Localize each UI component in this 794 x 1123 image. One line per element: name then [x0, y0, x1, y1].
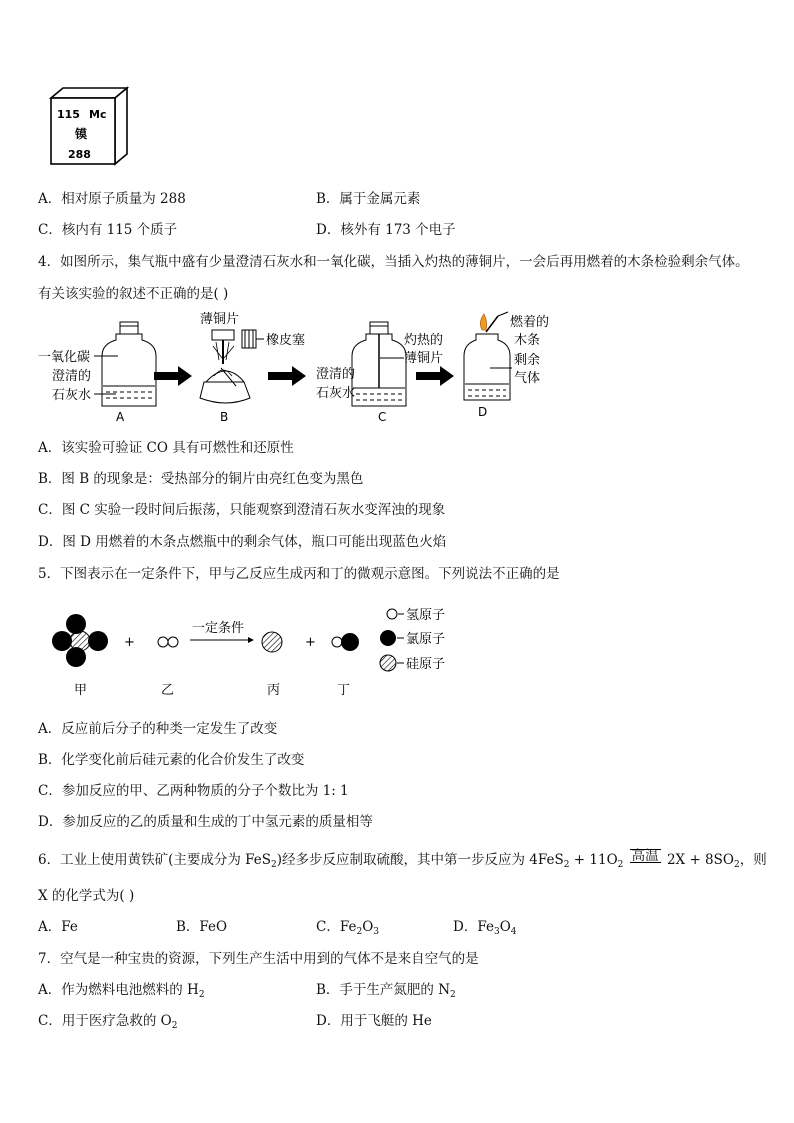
plus-1: +	[124, 635, 135, 650]
q5-option-d[interactable]: D．参加反应的乙的质量和生成的丁中氢元素的质量相等	[38, 814, 373, 830]
q7-c-sub: 2	[171, 1021, 178, 1031]
q5-option-b[interactable]: B．化学变化前后硅元素的化合价发生了改变	[38, 752, 305, 768]
flame-icon	[480, 314, 486, 330]
legend-chlorine: 氯原子	[406, 632, 446, 647]
name-ding: 丁	[337, 683, 351, 698]
molecule-ding	[332, 633, 359, 651]
q4-stem-line2: 有关该实验的叙述不正确的是( )	[38, 286, 229, 302]
q4-option-d[interactable]: D．图 D 用燃着的木条点燃瓶中的剩余气体，瓶口可能出现蓝色火焰	[38, 534, 447, 550]
q7-option-a[interactable]	[38, 978, 205, 1000]
q6-c-sub1: 2	[356, 927, 363, 937]
q6-c-text: C．Fe	[316, 919, 357, 935]
q6-sub: 2	[271, 860, 277, 870]
molecule-bing	[262, 632, 282, 652]
name-bing: 丙	[267, 683, 281, 698]
q4-option-c[interactable]: C．图 C 实验一段时间后振荡，只能观察到澄清石灰水变浑浊的现象	[38, 502, 446, 518]
bottle-a	[94, 322, 156, 406]
bottle-c	[352, 322, 406, 406]
label-c-lime1: 澄清的	[316, 367, 356, 382]
q7-b-text: B．手于生产氮肥的 N	[316, 982, 451, 998]
legend-silicon: 硅原子	[406, 657, 446, 672]
arrow-1	[154, 366, 192, 386]
q6-c-mid: O	[362, 919, 374, 935]
q6-option-c[interactable]	[316, 915, 379, 937]
q6-d-mid: O	[499, 919, 511, 935]
q6-d-text: D．Fe	[453, 919, 494, 935]
legend	[380, 609, 404, 671]
q7-option-c[interactable]	[38, 1009, 177, 1031]
q4-option-a[interactable]: A．该实验可验证 CO 具有可燃性和还原性	[38, 440, 294, 456]
q6-c-sub2: 3	[373, 927, 379, 937]
molecule-yi	[158, 637, 178, 647]
q6-stem-mid: )经多步反应制取硫酸，其中第一步反应为 4FeS	[276, 852, 564, 868]
element-mass: 288	[68, 148, 91, 161]
q4-option-b[interactable]: B．图 B 的现象是：受热部分的铜片由亮红色变为黑色	[38, 471, 364, 487]
q6-option-d[interactable]	[453, 915, 517, 937]
plus-2: +	[305, 635, 316, 650]
name-yi: 乙	[161, 683, 175, 698]
element-symbol: Mc	[89, 108, 107, 121]
q6-stem	[38, 848, 767, 870]
label-a-lime2: 石灰水	[52, 388, 92, 403]
label-letter-d: D	[478, 405, 488, 419]
q3-option-b[interactable]: B．属于金属元素	[316, 191, 421, 207]
q6-option-a[interactable]: A．Fe	[38, 919, 78, 935]
q7-option-d[interactable]: D．用于飞艇的 He	[316, 1013, 432, 1029]
q6-d-sub2: 4	[510, 927, 517, 937]
label-letter-a: A	[116, 410, 125, 424]
label-d-rest1: 剩余	[514, 353, 541, 368]
q5-option-a[interactable]: A．反应前后分子的种类一定发生了改变	[38, 721, 278, 737]
name-jia: 甲	[74, 683, 88, 698]
q6-stem-line2: X 的化学式为( )	[38, 888, 135, 904]
legend-hydrogen: 氢原子	[406, 608, 446, 623]
arrow-2	[268, 366, 306, 386]
q3-option-a[interactable]: A．相对原子质量为 288	[38, 191, 186, 207]
q7-a-text: A．作为燃料电池燃料的 H	[38, 982, 199, 998]
q3-option-d[interactable]: D．核外有 173 个电子	[316, 222, 456, 238]
label-c-hot1: 灼热的	[404, 333, 444, 348]
bottle-d	[464, 312, 512, 400]
label-copper-sheet: 薄铜片	[200, 312, 240, 327]
label-rubber-stopper: 橡皮塞	[266, 333, 306, 348]
q7-option-b[interactable]	[316, 978, 456, 1000]
element-name: 镆	[75, 127, 88, 141]
q7-stem: 7．空气是一种宝贵的资源，下列生产生活中用到的气体不是来自空气的是	[38, 951, 479, 967]
q4-stem-line1: 4．如图所示，集气瓶中盛有少量澄清石灰水和一氧化碳，当插入灼热的薄铜片，一会后再用燃着的木条检验剩余气体。	[38, 254, 749, 270]
reaction-condition: 一定条件	[192, 621, 245, 636]
element-number: 115	[57, 108, 80, 121]
label-d-rest2: 气体	[514, 371, 541, 386]
q6-sub: 2	[617, 860, 624, 870]
label-c-lime2: 石灰水	[316, 386, 356, 401]
q6-sub: 2	[563, 860, 570, 870]
q7-b-sub: 2	[450, 990, 456, 1000]
arrow-3	[416, 366, 454, 386]
q6-stem-mid2: + 11O	[569, 852, 618, 868]
molecule-jia	[52, 614, 108, 667]
q6-condition: 高温	[631, 848, 659, 864]
label-a-lime1: 澄清的	[52, 369, 92, 384]
q6-stem-prefix: 6．工业上使用黄铁矿(主要成分为 FeS	[38, 852, 272, 868]
q4-experiment-figure	[36, 308, 566, 428]
label-co: 一氧化碳	[38, 350, 91, 365]
figure-b-burner	[200, 330, 264, 403]
label-letter-c: C	[378, 410, 387, 424]
label-c-hot2: 薄铜片	[404, 351, 444, 366]
label-d-burning2: 木条	[514, 333, 541, 348]
q6-stem-end: ，则	[739, 852, 767, 868]
q7-c-text: C．用于医疗急救的 O	[38, 1013, 172, 1029]
label-letter-b: B	[220, 410, 229, 424]
label-d-burning1: 燃着的	[510, 315, 550, 330]
q6-stem-suffix: 2X + 8SO	[662, 852, 734, 868]
q6-sub: 2	[733, 860, 740, 870]
q5-molecule-figure	[40, 600, 480, 704]
element-card-figure	[45, 86, 135, 168]
q7-a-sub: 2	[198, 990, 205, 1000]
q3-option-c[interactable]: C．核内有 115 个质子	[38, 222, 178, 238]
q6-d-sub1: 3	[493, 927, 500, 937]
q5-stem: 5．下图表示在一定条件下，甲与乙反应生成丙和丁的微观示意图。下列说法不正确的是	[38, 566, 560, 582]
q5-option-c[interactable]: C．参加反应的甲、乙两种物质的分子个数比为 1: 1	[38, 783, 349, 799]
q6-option-b[interactable]: B．FeO	[176, 919, 228, 935]
